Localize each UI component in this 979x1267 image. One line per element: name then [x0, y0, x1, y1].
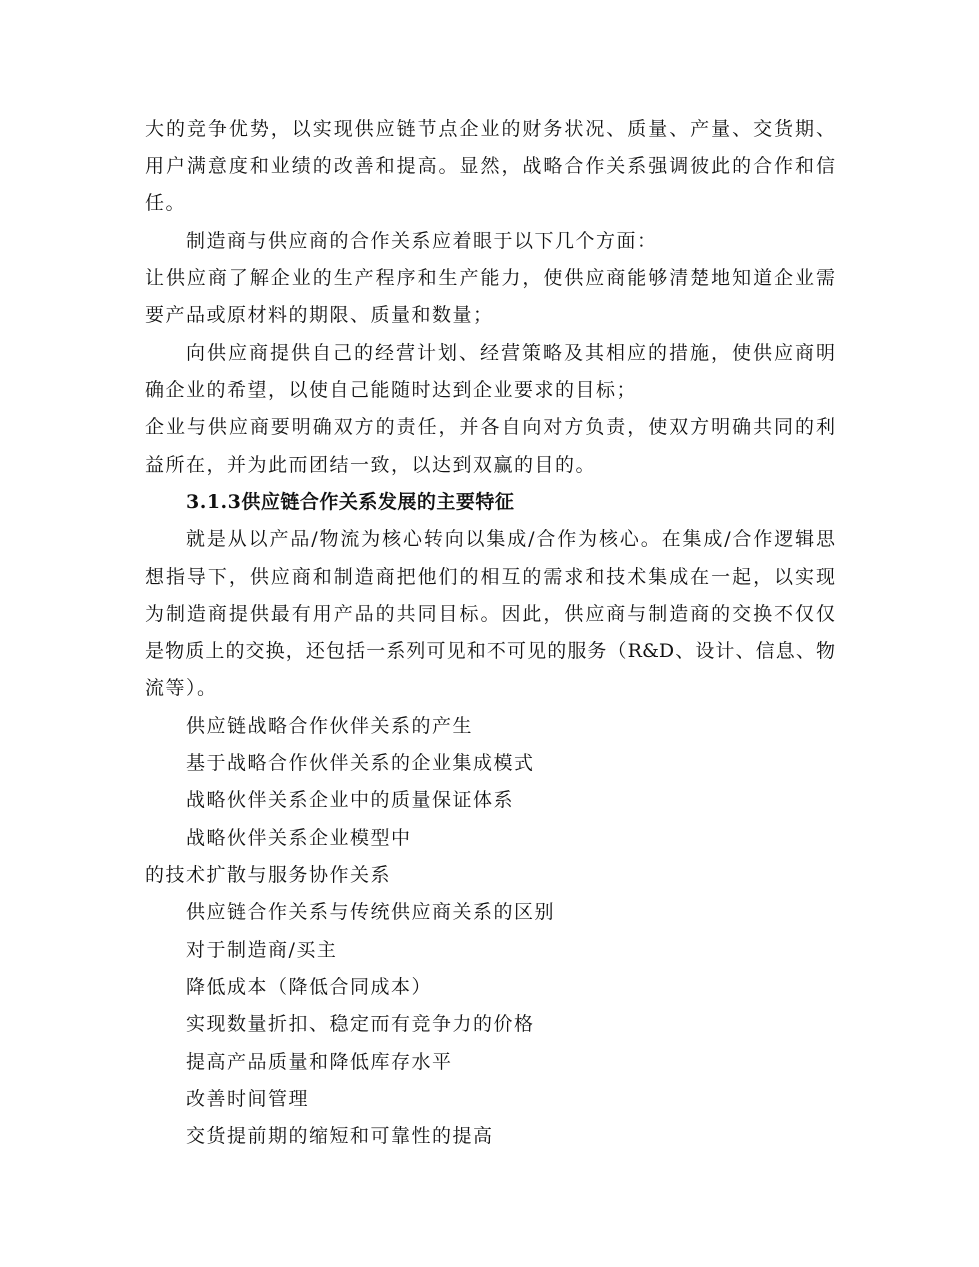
paragraph-1-line-2: 用户满意度和业绩的改善和提高。显然，战略合作关系强调彼此的合作和信 — [145, 155, 835, 177]
paragraph-5-line-2: 益所在，并为此而团结一致，以达到双赢的目的。 — [145, 454, 597, 476]
list-item: 改善时间管理 — [186, 1088, 310, 1110]
paragraph-5-line-1: 企业与供应商要明确双方的责任，并各自向对方负责，使双方明确共同的利 — [145, 416, 835, 438]
paragraph-1-line-1: 大的竞争优势，以实现供应链节点企业的财务状况、质量、产量、交货期、 — [145, 118, 835, 140]
list-item: 提高产品质量和降低库存水平 — [186, 1051, 453, 1073]
paragraph-6-line-4: 是物质上的交换，还包括一系列可见和不可见的服务（R&D、设计、信息、物 — [145, 640, 835, 662]
paragraph-3-line-1: 让供应商了解企业的生产程序和生产能力，使供应商能够清楚地知道企业需 — [145, 267, 835, 289]
paragraph-6-line-5: 流等）。 — [145, 677, 218, 699]
list-item: 战略伙伴关系企业模型中 — [186, 827, 412, 849]
list-item: 基于战略合作伙伴关系的企业集成模式 — [186, 752, 535, 774]
paragraph-2: 制造商与供应商的合作关系应着眼于以下几个方面： — [186, 230, 658, 252]
list-item: 实现数量折扣、稳定而有竞争力的价格 — [186, 1013, 535, 1035]
paragraph-3-line-2: 要产品或原材料的期限、质量和数量； — [145, 304, 494, 326]
list-item: 的技术扩散与服务协作关系 — [145, 864, 392, 886]
list-item: 交货提前期的缩短和可靠性的提高 — [186, 1125, 494, 1147]
section-heading: 3.1.3供应链合作关系发展的主要特征 — [186, 491, 515, 513]
paragraph-4-line-2: 确企业的希望，以使自己能随时达到企业要求的目标； — [145, 379, 638, 401]
paragraph-6-line-2: 想指导下，供应商和制造商把他们的相互的需求和技术集成在一起，以实现 — [145, 566, 835, 588]
paragraph-6-line-3: 为制造商提供最有用产品的共同目标。因此，供应商与制造商的交换不仅仅 — [145, 603, 835, 625]
list-item: 降低成本（降低合同成本） — [186, 976, 433, 998]
paragraph-4-line-1: 向供应商提供自己的经营计划、经营策略及其相应的措施，使供应商明 — [186, 342, 835, 364]
list-item: 供应链战略合作伙伴关系的产生 — [186, 715, 474, 737]
paragraph-1-line-3: 任。 — [145, 192, 187, 214]
list-item: 供应链合作关系与传统供应商关系的区别 — [186, 901, 556, 923]
list-item: 战略伙伴关系企业中的质量保证体系 — [186, 789, 515, 811]
paragraph-6-line-1: 就是从以产品/物流为核心转向以集成/合作为核心。在集成/合作逻辑思 — [186, 528, 835, 550]
list-item: 对于制造商/买主 — [186, 939, 338, 961]
